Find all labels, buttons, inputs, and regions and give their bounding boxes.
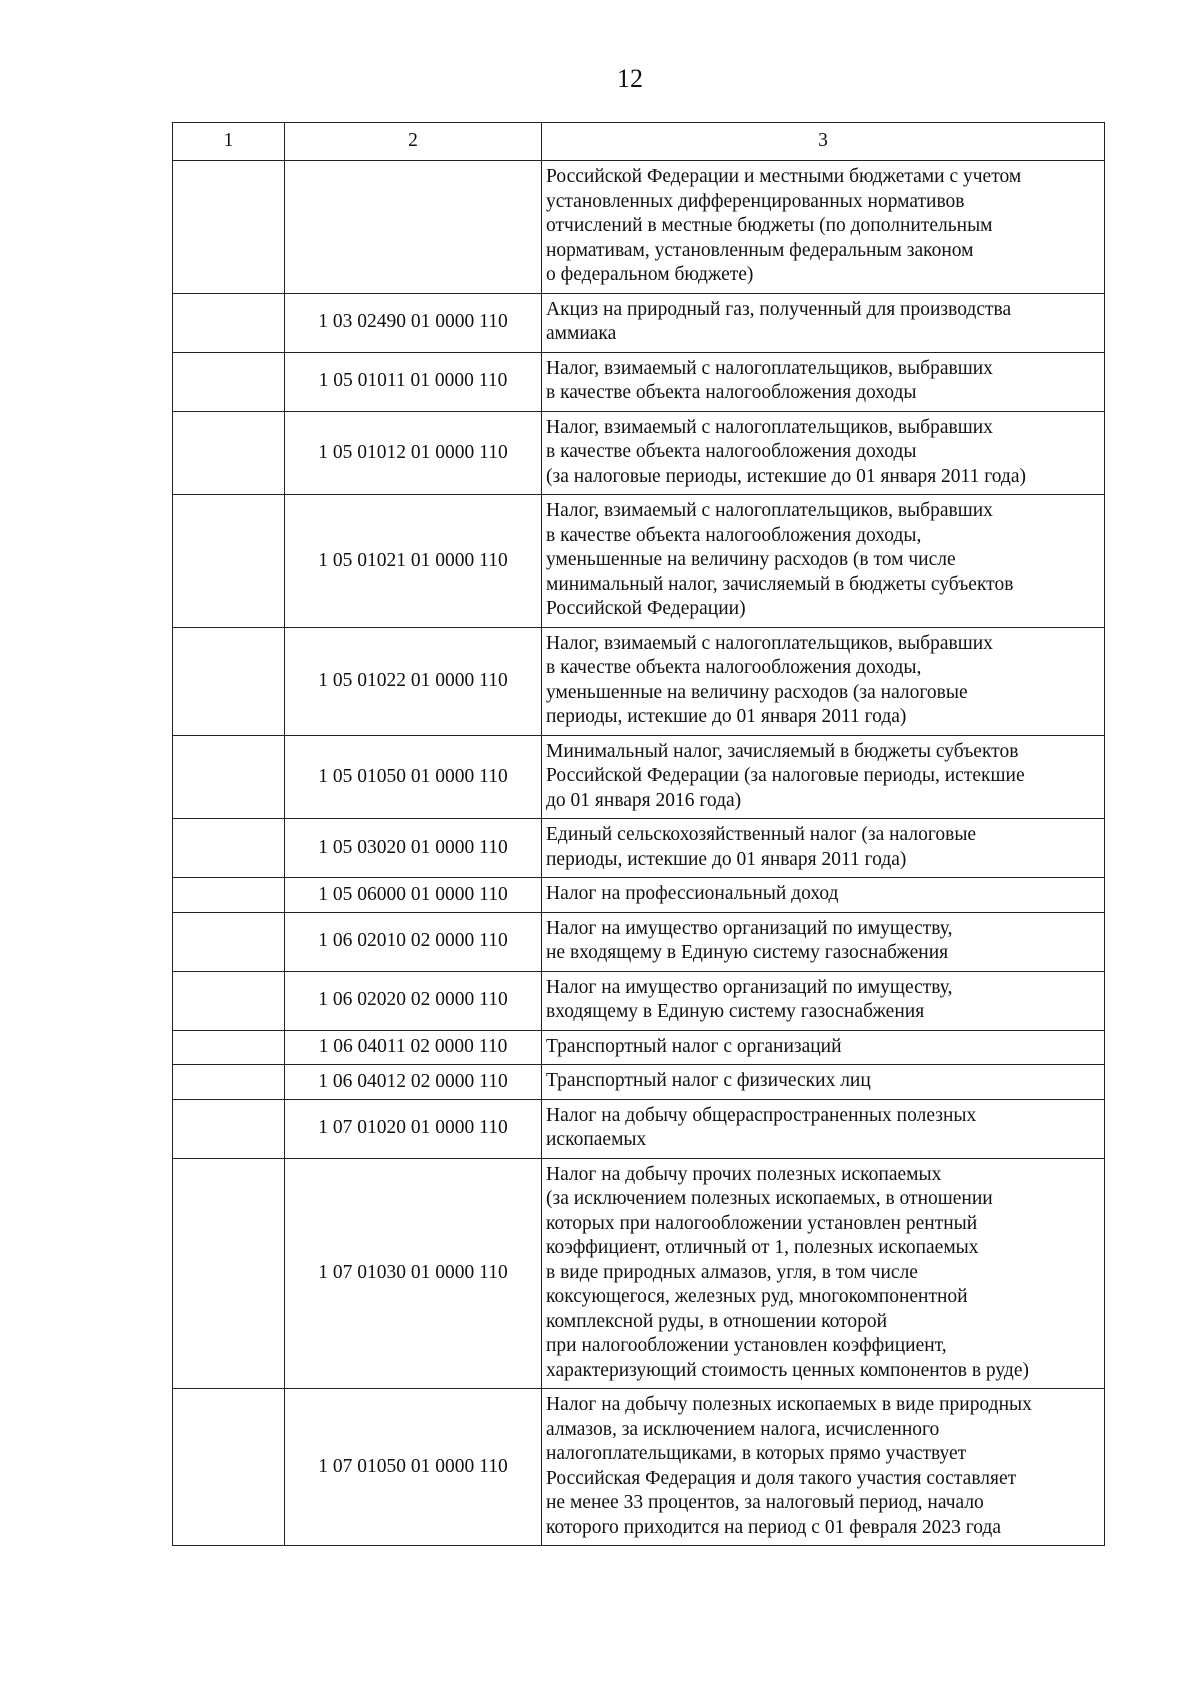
revenue-codes-table	[172, 122, 1105, 1546]
row-code: 1 06 02020 02 0000 110	[285, 971, 542, 1030]
row-col1	[173, 971, 285, 1030]
table-row	[173, 627, 1105, 735]
header-col-2: 2	[285, 123, 542, 161]
row-code: 1 05 01022 01 0000 110	[285, 627, 542, 735]
row-col1	[173, 1099, 285, 1158]
row-col1	[173, 352, 285, 411]
row-name: Налог на добычу общераспространенных полезных ископаемых	[542, 1099, 1105, 1158]
row-name: Налог на добычу полезных ископаемых в виде природных алмазов, за исключением налога, исчисленного налогоплательщиками, в которых прямо участвует Российская Федерация и доля такого участия составляет не менее 33 процентов, за налоговый период, начало которого приходится на период с 01 февраля 2023 года	[542, 1389, 1105, 1546]
row-col1	[173, 1030, 285, 1065]
row-name: Налог, взимаемый с налогоплательщиков, выбравших в качестве объекта налогообложения доходы, уменьшенные на величину расходов (за налоговые периоды, истекшие до 01 января 2011 года)	[542, 627, 1105, 735]
row-name: Налог на имущество организаций по имуществу, входящему в Единую систему газоснабжения	[542, 971, 1105, 1030]
row-col1	[173, 495, 285, 628]
row-col1	[173, 627, 285, 735]
row-code: 1 07 01050 01 0000 110	[285, 1389, 542, 1546]
row-code: 1 07 01030 01 0000 110	[285, 1158, 542, 1389]
table-row	[173, 1099, 1105, 1158]
table-header-row	[173, 123, 1105, 161]
row-col1	[173, 1389, 285, 1546]
row-name: Налог на профессиональный доход	[542, 878, 1105, 913]
row-code: 1 06 02010 02 0000 110	[285, 912, 542, 971]
row-name: Налог, взимаемый с налогоплательщиков, выбравших в качестве объекта налогообложения доходы	[542, 352, 1105, 411]
row-col1	[173, 1158, 285, 1389]
header-col-1: 1	[173, 123, 285, 161]
row-col1	[173, 878, 285, 913]
table-row	[173, 819, 1105, 878]
row-code: 1 03 02490 01 0000 110	[285, 293, 542, 352]
row-col1	[173, 819, 285, 878]
row-col1	[173, 411, 285, 495]
row-code: 1 07 01020 01 0000 110	[285, 1099, 542, 1158]
row-code: 1 06 04012 02 0000 110	[285, 1065, 542, 1100]
table-row	[173, 1065, 1105, 1100]
row-name: Налог на добычу прочих полезных ископаемых (за исключением полезных ископаемых, в отношении которых при налогообложении установлен рентный коэффициент, отличный от 1, полезных ископаемых в виде природных алмазов, угля, в том числе коксующегося, железных руд, многокомпонентной комплексной руды, в отношении которой при налогообложении установлен коэффициент, характеризующий стоимость ценных компонентов в руде)	[542, 1158, 1105, 1389]
table-row	[173, 1030, 1105, 1065]
table-row	[173, 293, 1105, 352]
row-name: Налог, взимаемый с налогоплательщиков, выбравших в качестве объекта налогообложения доходы (за налоговые периоды, истекшие до 01 января 2011 года)	[542, 411, 1105, 495]
table-row	[173, 1158, 1105, 1389]
row-col1	[173, 293, 285, 352]
row-code: 1 05 03020 01 0000 110	[285, 819, 542, 878]
table-row	[173, 495, 1105, 628]
row-name: Транспортный налог с организаций	[542, 1030, 1105, 1065]
row-col1	[173, 912, 285, 971]
row-name: Налог на имущество организаций по имуществу, не входящему в Единую систему газоснабжения	[542, 912, 1105, 971]
table-row	[173, 352, 1105, 411]
table-row	[173, 971, 1105, 1030]
row-code	[285, 161, 542, 294]
row-col1	[173, 1065, 285, 1100]
table-row	[173, 411, 1105, 495]
row-code: 1 05 06000 01 0000 110	[285, 878, 542, 913]
header-col-3: 3	[542, 123, 1105, 161]
row-name: Российской Федерации и местными бюджетами с учетом установленных дифференцированных нормативов отчислений в местные бюджеты (по дополнительным нормативам, установленным федеральным законом о федеральном бюджете)	[542, 161, 1105, 294]
row-name: Акциз на природный газ, полученный для производства аммиака	[542, 293, 1105, 352]
row-name: Налог, взимаемый с налогоплательщиков, выбравших в качестве объекта налогообложения доходы, уменьшенные на величину расходов (в том числе минимальный налог, зачисляемый в бюджеты субъектов Российской Федерации)	[542, 495, 1105, 628]
table-row	[173, 912, 1105, 971]
row-code: 1 05 01011 01 0000 110	[285, 352, 542, 411]
row-code: 1 06 04011 02 0000 110	[285, 1030, 542, 1065]
row-name: Единый сельскохозяйственный налог (за налоговые периоды, истекшие до 01 января 2011 года)	[542, 819, 1105, 878]
row-code: 1 05 01012 01 0000 110	[285, 411, 542, 495]
table-row	[173, 878, 1105, 913]
row-name: Транспортный налог с физических лиц	[542, 1065, 1105, 1100]
table-row	[173, 735, 1105, 819]
row-name: Минимальный налог, зачисляемый в бюджеты субъектов Российской Федерации (за налоговые периоды, истекшие до 01 января 2016 года)	[542, 735, 1105, 819]
table-body	[173, 161, 1105, 1546]
row-col1	[173, 161, 285, 294]
page-number: 12	[617, 64, 643, 93]
row-code: 1 05 01050 01 0000 110	[285, 735, 542, 819]
row-col1	[173, 735, 285, 819]
table-row	[173, 161, 1105, 294]
row-code: 1 05 01021 01 0000 110	[285, 495, 542, 628]
table-row	[173, 1389, 1105, 1546]
